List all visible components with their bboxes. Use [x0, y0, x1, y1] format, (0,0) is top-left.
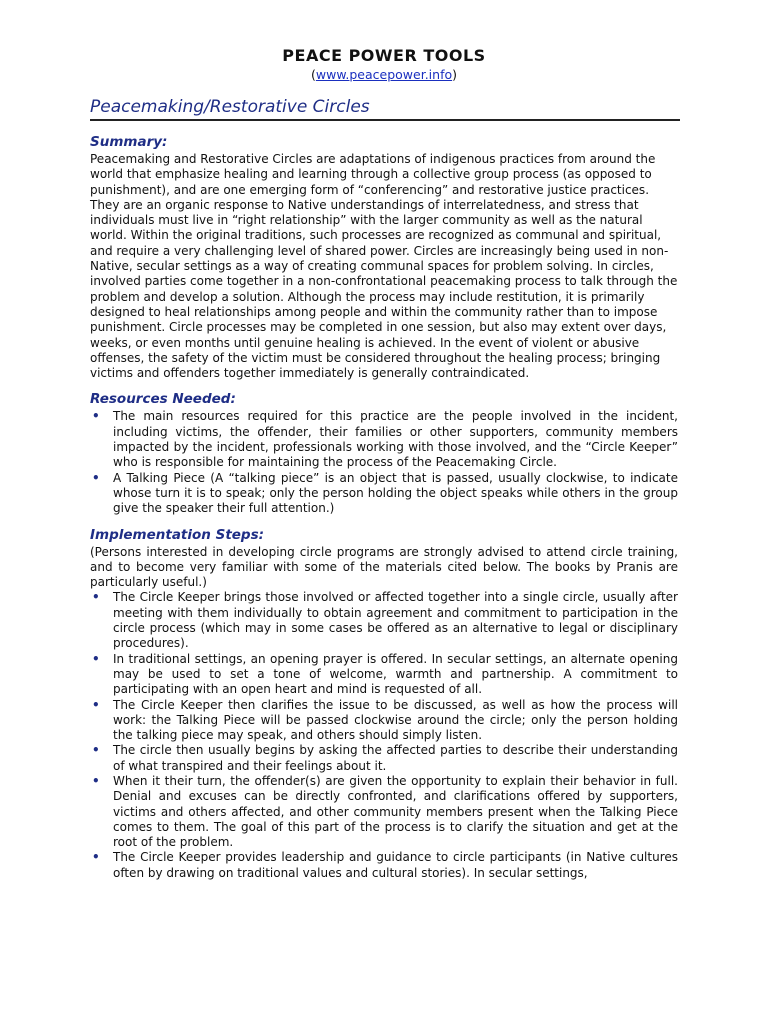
- document-body: [90, 133, 678, 890]
- resources-list: [90, 409, 678, 516]
- implementation-section: [90, 526, 678, 882]
- summary-section: [90, 133, 678, 381]
- list-item: • The Circle Keeper provides leadership and guidance to circle participants (in Native cultures often by drawing on traditional values and cultural stories). In secular settings,: [90, 850, 678, 881]
- document-title: PEACE POWER TOOLS: [282, 46, 486, 65]
- summary-text: Peacemaking and Restorative Circles are adaptations of indigenous practices from around the world that emphasize healing and learning through a collective group process (as opposed to punishment), and are one emerging form of “conferencing” and restorative justice practices. They are an organic response to Native understandings of interrelatedness, and stress that individuals must live in “right relationship” with the larger community as well as the natural world. Within the original traditions, such processes are recognized as communal and spiritual, and require a very challenging level of shared power. Circles are increasingly being used in non-Native, secular settings as a way of creating communal spaces for problem solving. In circles, involved parties come together in a non-confrontational peacemaking process to talk through the problem and develop a solution. Although the process may include restitution, it is primarily designed to heal relationships among people and within the community rather than to impose punishment. Circle processes may be completed in one session, but also may extent over days, weeks, or even months until genuine healing is achieved. In the event of violent or abusive offenses, the safety of the victim must be considered throughout the healing process; bringing victims and offenders together immediately is generally contraindicated.: [90, 152, 678, 381]
- summary-heading: Summary:: [90, 134, 168, 150]
- implementation-heading: Implementation Steps:: [90, 526, 265, 543]
- implementation-list: [90, 590, 678, 881]
- list-item: • The main resources required for this practice are the people involved in the incident, including victims, the offender, their families or other supporters, community members impacted by the incident, professionals working with those involved, and the “Circle Keeper” who is responsible for maintaining the process of the Peacemaking Circle.: [90, 409, 678, 470]
- list-item: • The Circle Keeper then clarifies the issue to be discussed, as well as how the process will work: the Talking Piece will be passed clockwise around the circle; only the person holding the talking piece may speak, and others should simply listen.: [90, 698, 678, 744]
- implementation-intro: (Persons interested in developing circle programs are strongly advised to attend circle training, and to become very familiar with some of the materials cited below. The books by Pranis are particularly useful.): [90, 544, 678, 590]
- list-item: • In traditional settings, an opening prayer is offered. In secular settings, an alternate opening may be used to set a tone of welcome, warmth and partnership. A commitment to participating with an open heart and mind is requested of all.: [90, 652, 678, 698]
- website-link[interactable]: www.peacepower.info: [315, 67, 453, 82]
- list-item: • When it their turn, the offender(s) are given the opportunity to explain their behavior in full. Denial and excuses can be directly confronted, and clarifications offered by supporters, victims and others affected, and other community members present when the Talking Piece comes to them. The goal of this part of the process is to clarify the situation and get at the root of the problem.: [90, 774, 678, 850]
- resources-heading: Resources Needed:: [90, 391, 236, 408]
- section-title: Peacemaking/Restorative Circles: [90, 97, 680, 121]
- list-item: • The circle then usually begins by asking the affected parties to describe their understanding of what transpired and their feelings about it.: [90, 743, 678, 774]
- website-line: (www.peacepower.info): [310, 67, 458, 82]
- resources-section: [90, 390, 678, 516]
- list-item: • The Circle Keeper brings those involved or affected together into a single circle, usually after meeting with them individually to obtain agreement and commitment to participation in the circle process (which may in some cases be offered as an alternative to legal or disciplinary procedures).: [90, 590, 678, 651]
- list-item: • A Talking Piece (A “talking piece” is an object that is passed, usually clockwise, to indicate whose turn it is to speak; only the person holding the object speaks while others in the group give the speaker their full attention.): [90, 471, 678, 517]
